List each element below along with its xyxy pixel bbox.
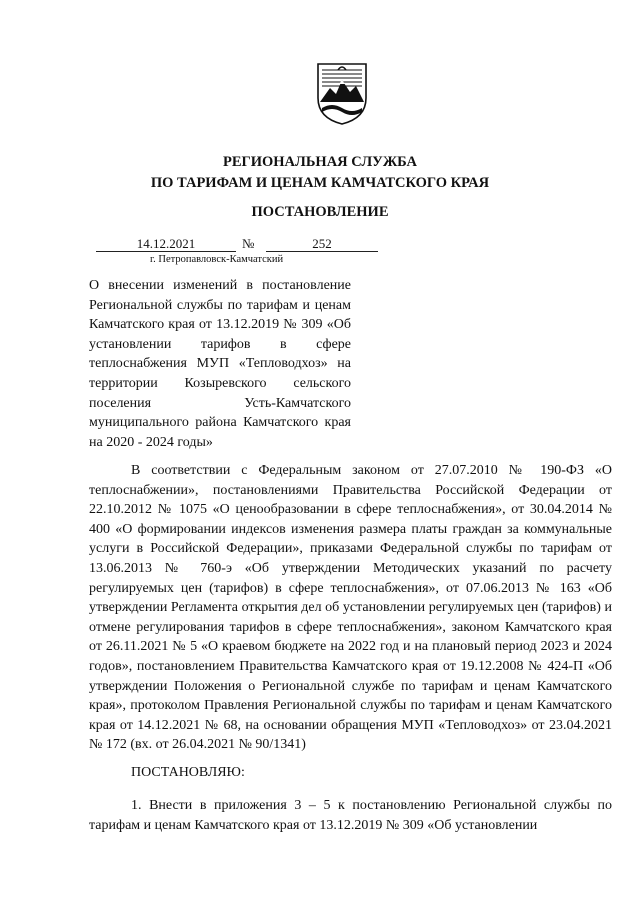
decree-word: ПОСТАНОВЛЯЮ: xyxy=(131,765,245,780)
organization-name xyxy=(0,152,640,194)
document-type: ПОСТАНОВЛЕНИЕ xyxy=(251,204,389,220)
date-underline xyxy=(96,251,236,252)
city-name: г. Петропавловск-Камчатский xyxy=(150,254,284,265)
preamble-paragraph: В соответствии с Федеральным законом от 27.07.2010 № 190-ФЗ «О теплоснабжении», постановлениями Правительства Российской Федерации от 22.10.2012 № 1075 «О ценообразовании в сфере теплоснабжения», от 30.04.2014 № 400 «О формировании индексов изменения размера платы граждан за коммунальные услуги в Российской Федерации», приказами Федеральной службы по тарифам от 13.06.2013 № 760-э «Об утверждении Методических указаний по расчету регулируемых цен (тарифов) в сфере теплоснабжения», от 07.06.2013 № 163 «Об утверждении Регламента открытия дел об установлении регулируемых цен (тарифов) и отмене регулирования тарифов в сфере теплоснабжения», законом Камчатского края от 26.11.2021 № 5 «О краевом бюджете на 2022 год и на плановый период 2023 и 2024 годов», постановлением Правительства Камчатского края от 19.12.2008 № 424-П «Об утверждении Положения о Региональной службе по тарифам и ценам Камчатского края», протоколом Правления Региональной службы по тарифам и ценам Камчатского края от 14.12.2021 № 68, на основании обращения МУП «Тепловодхоз» от 23.04.2021 № 172 (вх. от 26.04.2021 № 90/1341) xyxy=(89,463,612,753)
document-subject: О внесении изменений в постановление Региональной службы по тарифам и ценам Камчатского края от 13.12.2019 № 309 «Об установлении тарифов в сфере теплоснабжения МУП «Тепловодхоз» на территории Козыревского сельского поселения Усть-Камчатского муниципального района Камчатского края на 2020 - 2024 годы» xyxy=(89,278,351,450)
clause-1-paragraph: 1. Внести в приложения 3 – 5 к постановлению Региональной службы по тарифам и ценам Камчатского края от 13.12.2019 № 309 «Об установлении xyxy=(89,798,612,833)
kamchatka-coat-of-arms-icon xyxy=(316,62,368,126)
number-underline xyxy=(266,251,378,252)
document-date: 14.12.2021 xyxy=(136,236,196,251)
number-sign: № xyxy=(242,236,255,251)
organization-name-line1: РЕГИОНАЛЬНАЯ СЛУЖБА xyxy=(222,154,418,170)
document-number: 252 xyxy=(312,236,332,251)
organization-name-line2: ПО ТАРИФАМ И ЦЕНАМ КАМЧАТСКОГО КРАЯ xyxy=(150,175,490,191)
